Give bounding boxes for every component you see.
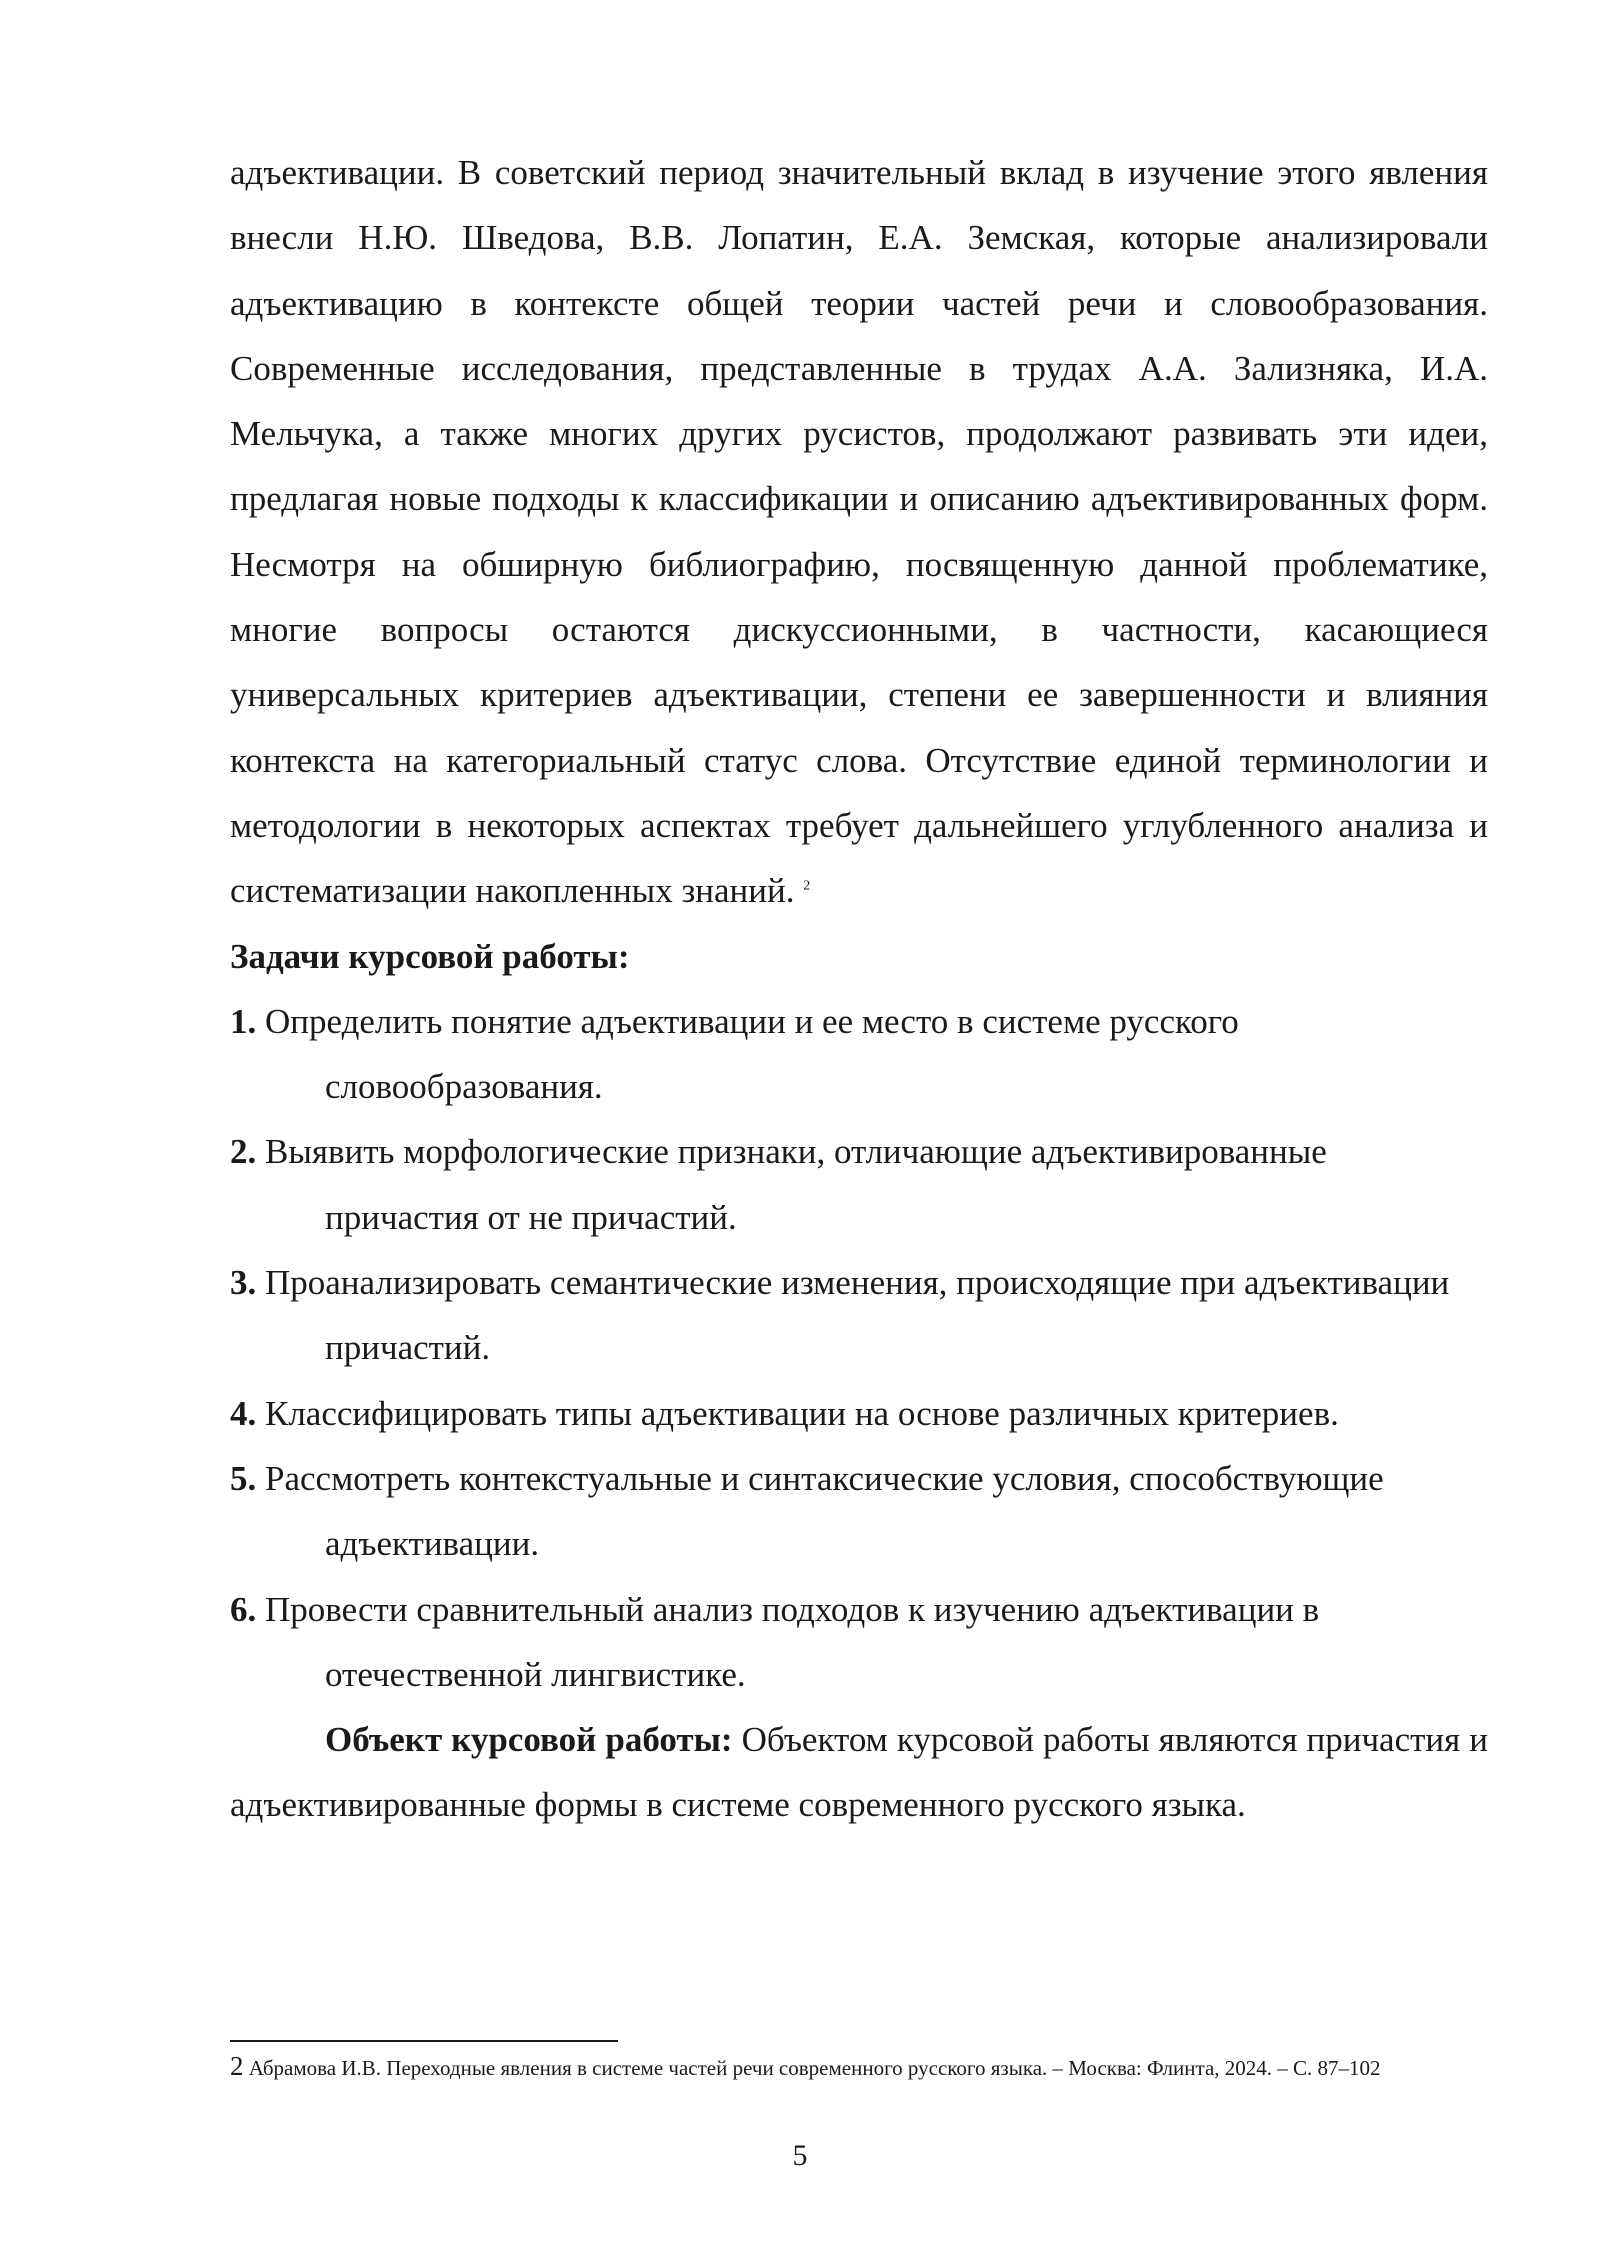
- task-item-2: [230, 1119, 1488, 1250]
- task-number: 6.: [230, 1589, 257, 1629]
- task-number: 3.: [230, 1263, 257, 1303]
- page-content: [230, 140, 1488, 1838]
- page-number: 5: [792, 2139, 808, 2172]
- intro-paragraph: [230, 140, 1488, 924]
- task-number: 4.: [230, 1393, 257, 1433]
- intro-paragraph-text: адъективации. В советский период значительный вклад в изучение этого явления внесли Н.Ю. Шведова, В.В. Лопатин, Е.А. Земская, которые анализировали адъективацию в контексте общей теории частей речи и словообразования. Современные исследования, представленные в трудах А.А. Зализняка, И.А. Мельчука, а также многих других русистов, продолжают развивать эти идеи, предлагая новые подходы к классификации и описанию адъективированных форм. Несмотря на обширную библиографию, посвященную данной проблематике, многие вопросы остаются дискуссионными, в частности, касающиеся универсальных критериев адъективации, степени ее завершенности и влияния контекста на категориальный статус слова. Отсутствие единой терминологии и методологии в некоторых аспектах требует дальнейшего углубленного анализа и систематизации накопленных знаний.: [230, 153, 1488, 911]
- task-text: Классифицировать типы адъективации на основе различных критериев.: [265, 1393, 1339, 1433]
- footnote-reference[interactable]: 2: [803, 878, 811, 894]
- task-text: Рассмотреть контекстуальные и синтаксические условия, способствующие адъективации.: [265, 1458, 1384, 1564]
- task-number: 1.: [230, 1001, 257, 1041]
- footnote-separator: [230, 2040, 618, 2042]
- tasks-heading: Задачи курсовой работы:: [230, 936, 630, 976]
- task-number: 2.: [230, 1132, 257, 1172]
- object-text: Объектом курсовой работы являются причастия и адъективированные формы в системе современного русского языка.: [230, 1720, 1489, 1825]
- task-item-6: [230, 1577, 1488, 1708]
- task-text: Провести сравнительный анализ подходов к изучению адъективации в отечественной лингвистике.: [265, 1589, 1320, 1694]
- task-number: 5.: [230, 1458, 257, 1498]
- footnote-text: Абрамова И.В. Переходные явления в системе частей речи современного русского языка. – Москва: Флинта, 2024. – С. 87–102: [248, 2056, 1381, 2080]
- object-paragraph: [230, 1707, 1488, 1838]
- task-item-1: [230, 989, 1488, 1120]
- object-label: Объект курсовой работы:: [325, 1720, 733, 1760]
- task-item-5: [230, 1446, 1488, 1577]
- footnote-number: 2: [230, 2051, 244, 2081]
- tasks-list: [230, 989, 1488, 1707]
- footnote: [230, 2052, 1488, 2082]
- task-text: Определить понятие адъективации и ее место в системе русского словообразования.: [265, 1001, 1239, 1107]
- task-item-3: [230, 1250, 1488, 1381]
- task-text: Выявить морфологические признаки, отличающие адъективированные причастия от не причастий.: [265, 1132, 1327, 1237]
- task-item-4: [230, 1381, 1488, 1446]
- task-text: Проанализировать семантические изменения, происходящие при адъективации причастий.: [265, 1263, 1450, 1368]
